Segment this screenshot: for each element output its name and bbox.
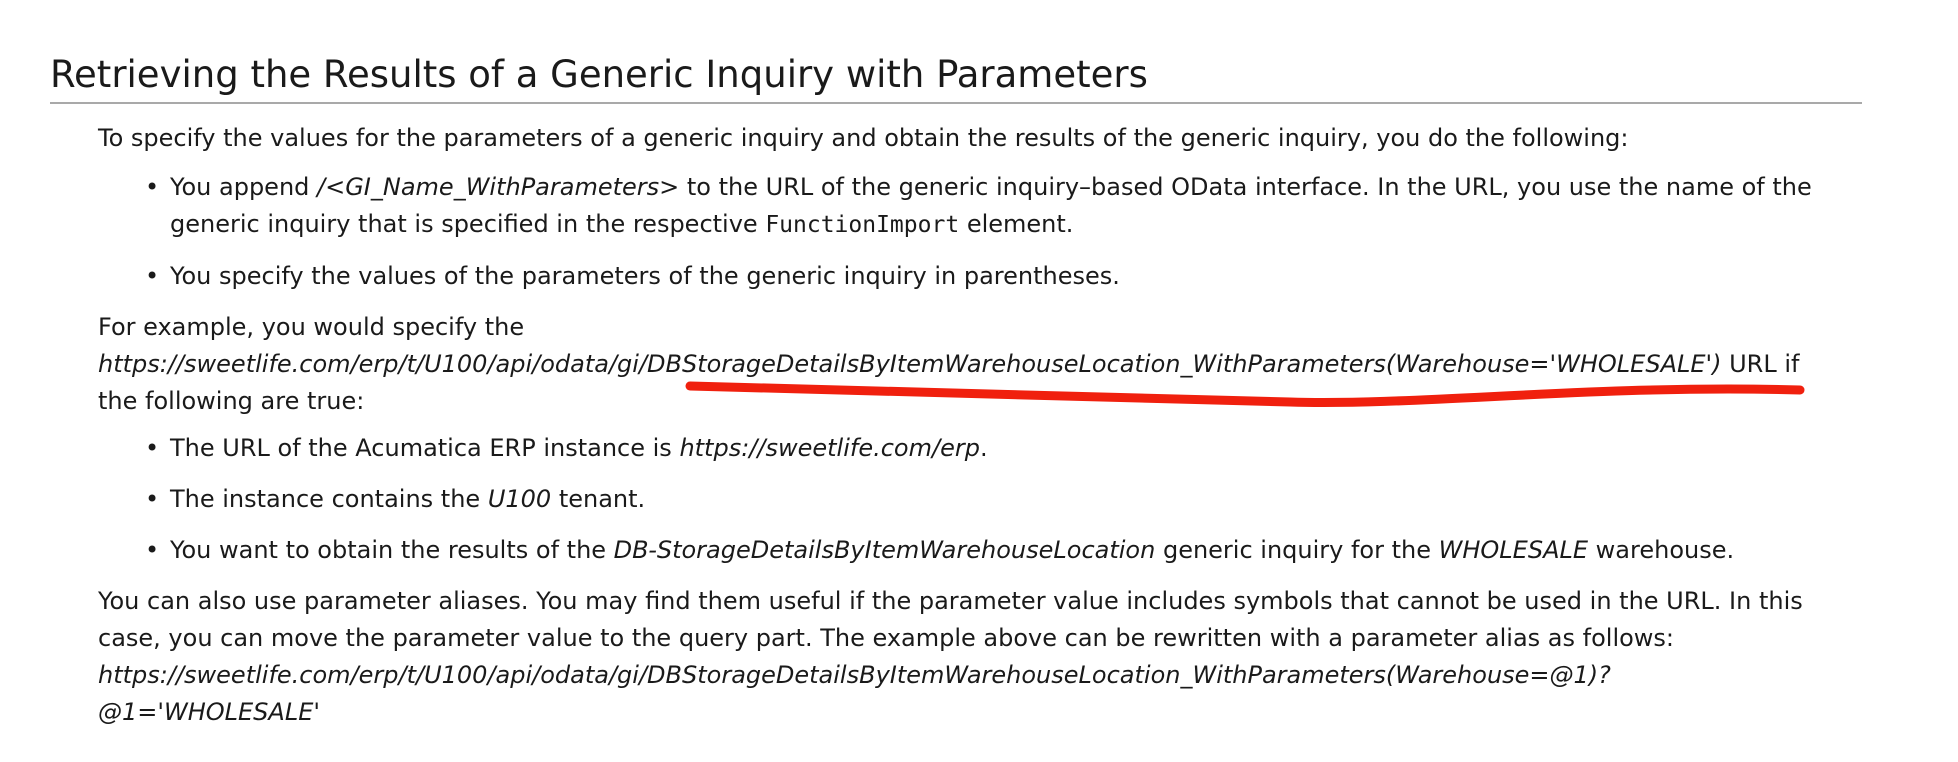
list-item: • The instance contains the U100 tenant. bbox=[98, 481, 1868, 518]
alias-url-line2: @1='WHOLESALE' bbox=[98, 698, 320, 726]
article-body bbox=[98, 120, 1868, 731]
list-item: • You append /<GI_Name_WithParameters> to the URL of the generic inquiry–based OData interface. In the URL, you use the name of the generic inquiry that is specified in the respective FunctionImport element. bbox=[98, 169, 1868, 244]
page-title: Retrieving the Results of a Generic Inquiry with Parameters bbox=[50, 48, 1862, 104]
gi-name-placeholder: /<GI_Name_WithParameters> bbox=[317, 173, 680, 201]
example-url: https://sweetlife.com/erp/t/U100/api/odata/gi/DBStorageDetailsByItemWarehouseLocation_WithParameters(Warehouse='WHOLESALE') bbox=[98, 350, 1722, 378]
alias-paragraph: You can also use parameter aliases. You may find them useful if the parameter value includes symbols that cannot be used in the URL. In this case, you can move the parameter value to the query part. The example above can be rewritten with a parameter alias as follows: https://sweetlife.com/erp/t/U100/api/odata/gi/DBStorageDetailsByItemWarehouseLocation_WithParameters(Warehouse=@1)? @1='WHOLESALE' bbox=[98, 587, 1803, 726]
conditions-list bbox=[98, 430, 1868, 569]
list-item: • You want to obtain the results of the DB-StorageDetailsByItemWarehouseLocation generic inquiry for the WHOLESALE warehouse. bbox=[98, 532, 1868, 569]
function-import-code: FunctionImport bbox=[765, 212, 960, 238]
example-paragraph: For example, you would specify the https://sweetlife.com/erp/t/U100/api/odata/gi/DBStorageDetailsByItemWarehouseLocation_WithParameters(Warehouse='WHOLESALE') URL if the following are true: bbox=[98, 313, 1800, 415]
alias-url-line1: https://sweetlife.com/erp/t/U100/api/odata/gi/DBStorageDetailsByItemWarehouseLocation_WithParameters(Warehouse=@1)? bbox=[98, 661, 1611, 689]
steps-list bbox=[98, 169, 1868, 295]
list-item: • You specify the values of the parameters of the generic inquiry in parentheses. bbox=[98, 258, 1868, 295]
intro-paragraph: To specify the values for the parameters of a generic inquiry and obtain the results of the generic inquiry, you do the following: bbox=[98, 124, 1629, 152]
list-item: • The URL of the Acumatica ERP instance is https://sweetlife.com/erp. bbox=[98, 430, 1868, 467]
